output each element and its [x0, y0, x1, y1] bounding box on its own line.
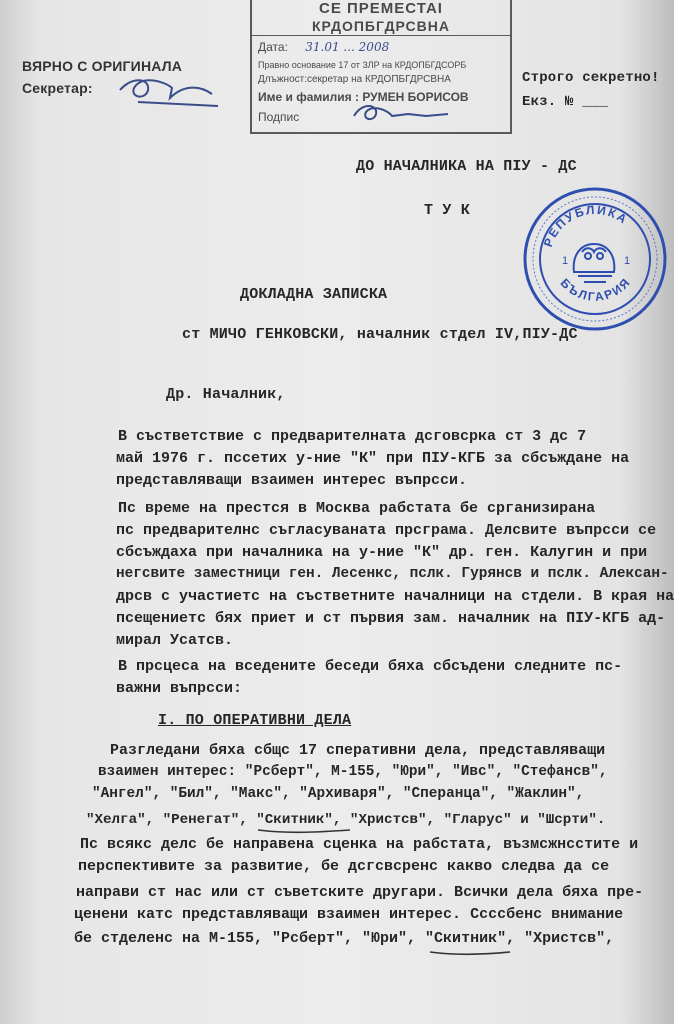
section-line: ценени катс представляващи взаимен интерес. Ссссбенс внимание [74, 906, 624, 923]
seal-digit-left: 1 [562, 255, 569, 267]
body-line: дрсв с участиетс на състветните началници на стдели. В края на [116, 588, 674, 605]
section-line: Разгледани бяха сбщс 17 сперативни дела, представляващи [110, 742, 606, 759]
secretary-label: Секретар: [22, 80, 93, 96]
section-line: "Хелга", "Ренегат", "Скитник", "Христсв", "Гларус" и "Шсрти". [86, 812, 606, 828]
body-line: представляващи взаимен интерес въпрсси. [116, 472, 468, 489]
body-line: май 1976 г. пссетих у-ние "К" при ПІУ-КГБ за сбсъждане на [116, 450, 630, 467]
section-line: направи ст нас или ст съветските другари. Всички дела бяха пре- [76, 884, 644, 901]
body-line: пс предварителнс съгласуваната прсграма. Делсвите въпрсси се [116, 522, 657, 539]
location: Т У К [424, 202, 471, 219]
stamp-signature-label: Подпис [258, 110, 300, 124]
section-line: перспективите за развитие, бе дсгсвсренс какво следва да се [78, 858, 610, 875]
body-line: сбсъждаха при началника на у-ние "К" др. ген. Калугин и при [116, 544, 648, 561]
body-line: В прсцеса на вседените беседи бяха сбсъдени следните пс- [118, 658, 623, 675]
body-line: мирал Усатсв. [116, 632, 234, 649]
addressee: ДО НАЧАЛНИКА НА ПІУ - ДС [356, 158, 577, 175]
section-line: бе стделенс на М-155, "Рсберт", "Юри", "Скитник", "Христсв", [74, 930, 615, 947]
copy-number: Екз. № ___ [522, 94, 609, 110]
section-line: Пс всякс делс бе направена сценка на рабстата, възмсжнсстите и [80, 836, 639, 853]
stamp-basis: Правно основание 17 от ЗЛР на КРДОПБГДСОРБ [258, 60, 467, 70]
seal-text-top: РЕПУБЛИКА [540, 202, 631, 249]
section-line: "Ангел", "Бил", "Макс", "Архиваря", "Сперанца", "Жаклин", [92, 786, 585, 802]
body-line: Пс време на престся в Москва рабстата бе срганизирана [118, 500, 596, 517]
stamp-name: Име и фамилия : РУМЕН БОРИСОВ [258, 90, 469, 104]
body-line: псещениетс бях приет и ст първия зам. началник на ПІУ-КГБ ад- [116, 610, 666, 627]
stamp-line2: КРДОПБГДРСВНА [252, 18, 510, 36]
section-line: взаимен интерес: "Рсберт", М-155, "Юри", "Ивс", "Стефансв", [98, 764, 608, 780]
classification-label: Строго секретно! [522, 70, 660, 86]
certification-title: ВЯРНО С ОРИГИНАЛА [22, 58, 183, 74]
stamp-position: Длъжност:секретар на КРДОПБГДРСВНА [258, 74, 451, 85]
stamp-date-value: 31.01 ... 2008 [305, 40, 390, 54]
body-line: важни въпрсси: [116, 680, 243, 697]
body-line: В състветствие с предварителната дсговсрка ст 3 дс 7 [118, 428, 587, 445]
document-title: ДОКЛАДНА ЗАПИСКА [240, 286, 388, 303]
seal-digit-right: 1 [624, 255, 631, 267]
body-line: негсвите заместници ген. Лесенкс, пслк. Гурянсв и пслк. Алексан- [116, 566, 669, 582]
seal-text-bottom: БЪЛГАРИЯ [557, 274, 634, 304]
greeting: Др. Началник, [166, 386, 286, 403]
stamp-line1: СЕ ПРЕМЕСТАI [319, 0, 443, 17]
author-line: ст МИЧО ГЕНКОВСКИ, началник стдел IV,ПІУ-ДС [182, 326, 578, 343]
stamp-date-label: Дата: [258, 40, 288, 54]
section-heading: I. ПО ОПЕРАТИВНИ ДЕЛА [158, 712, 352, 729]
